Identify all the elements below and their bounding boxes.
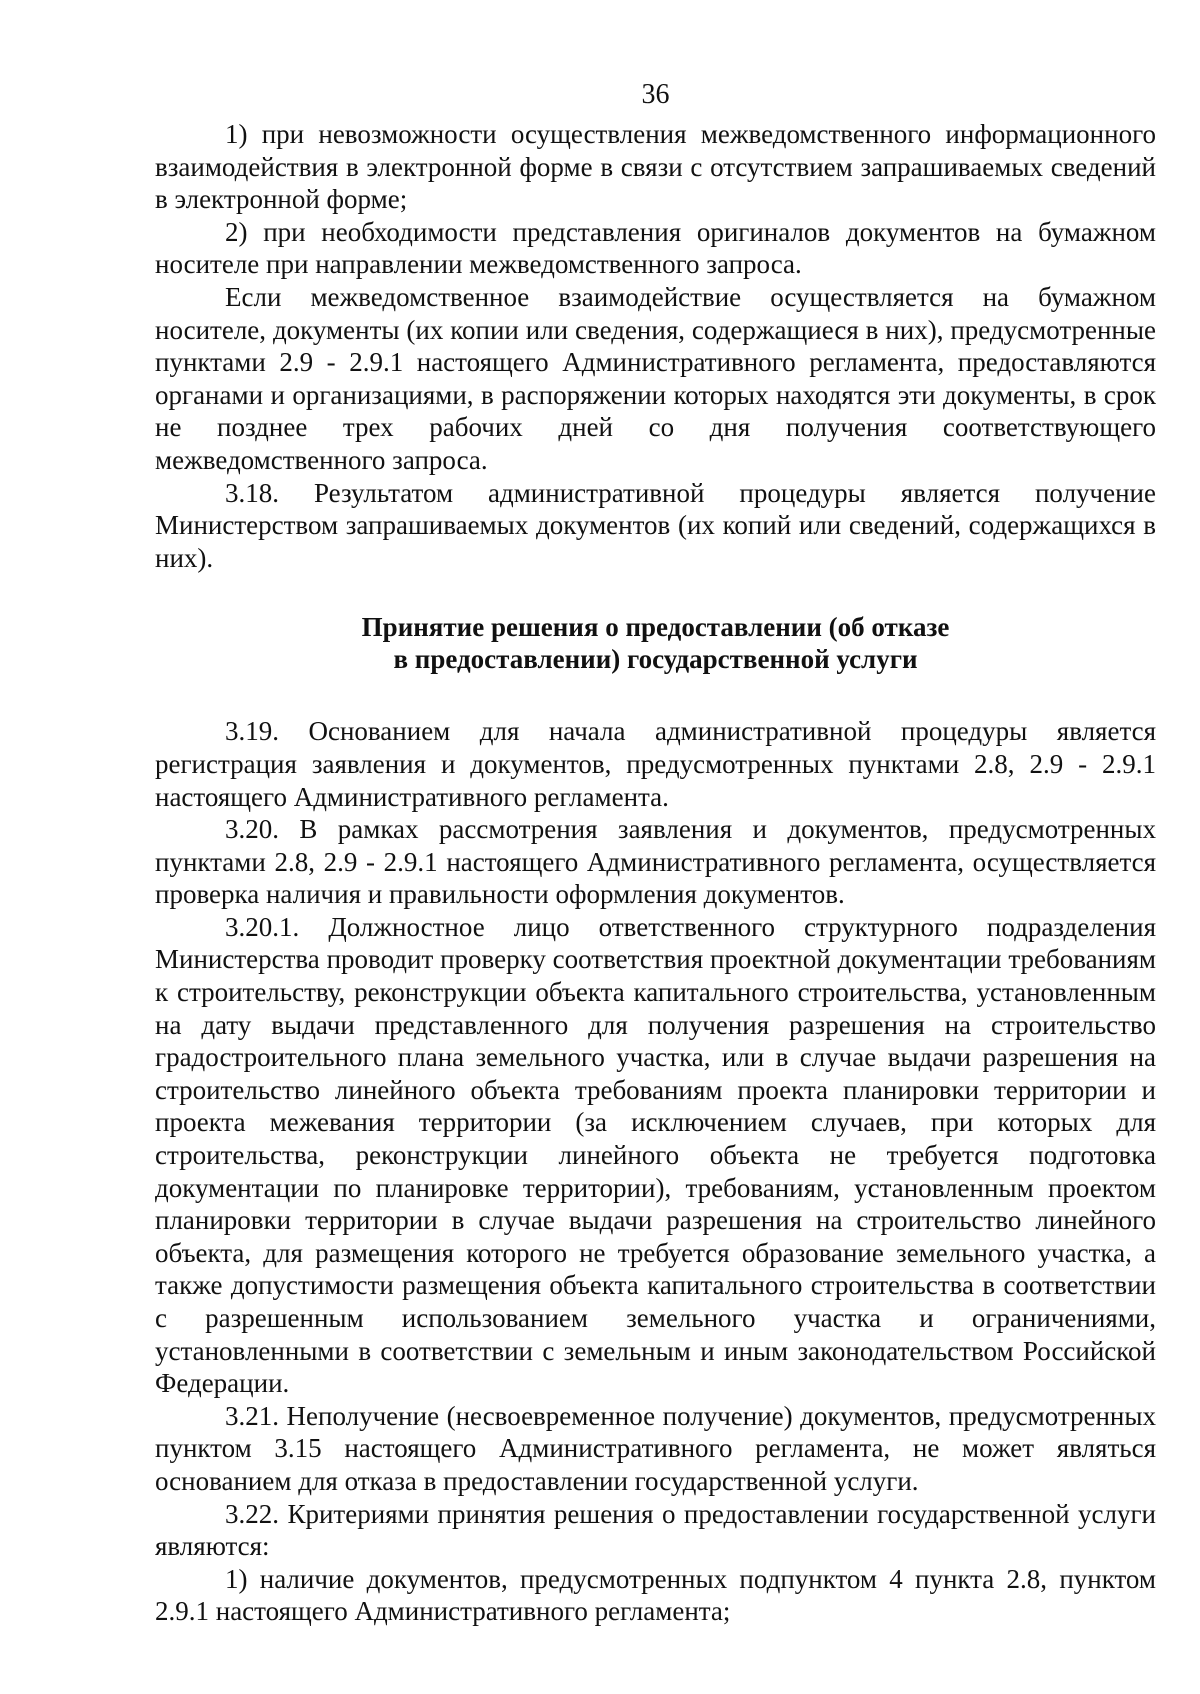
paragraph-3-19: 3.19. Основанием для начала административной процедуры является регистрация заявления и документов, предусмотренных пунктами 2.8, 2.9 - 2.9.1 настоящего Административного регламента. [155, 716, 1156, 812]
section-heading-line-1: Принятие решения о предоставлении (об отказе [361, 612, 950, 643]
paragraph-criteria-1: 1) наличие документов, предусмотренных подпунктом 4 пункта 2.8, пунктом 2.9.1 настоящего Административного регламента; [155, 1563, 1156, 1627]
paragraph-3-20-1: 3.20.1. Должностное лицо ответственного структурного подразделения Министерства проводит проверку соответствия проектной документации требованиям к строительству, реконструкции объекта капитального строительства, установленным на дату выдачи представленного для получения разрешения на строительство градостроительного плана земельного участка, или в случае выдачи разрешения на строительство линейного объекта требованиям проекта планировки территории и проекта межевания территории (за исключением случаев, при которых для строительства, реконструкции линейного объекта не требуется подготовка документации по планировке территории), требованиям, установленным проектом планировки территории в случае выдачи разрешения на строительство линейного объекта, для размещения которого не требуется образование земельного участка, а также допустимости размещения объекта капитального строительства в соответствии с разрешенным использованием земельного участка и ограничениями, установленными в соответствии с земельным и иным законодательством Российской Федерации. [155, 911, 1156, 1399]
paragraph-item-1: 1) при невозможности осуществления межведомственного информационного взаимодействия в электронной форме в связи с отсутствием запрашиваемых сведений в электронной форме; [155, 119, 1156, 215]
section-heading-line-2: в предоставлении) государственной услуги [393, 644, 918, 675]
paragraph-item-2: 2) при необходимости представления оригиналов документов на бумажном носителе при направлении межведомственного запроса. [155, 216, 1156, 280]
paragraph-3-20: 3.20. В рамках рассмотрения заявления и документов, предусмотренных пунктами 2.8, 2.9 - 2.9.1 настоящего Административного регламента, осуществляется проверка наличия и правильности оформления документов. [155, 814, 1156, 910]
section-heading [155, 611, 1156, 675]
document-page [155, 78, 1156, 1628]
paragraph-3-22: 3.22. Критериями принятия решения о предоставлении государственной услуги являются: [155, 1498, 1156, 1562]
page-number: 36 [641, 79, 670, 110]
paragraph-3-21: 3.21. Неполучение (несвоевременное получение) документов, предусмотренных пунктом 3.15 настоящего Административного регламента, не может являться основанием для отказа в предоставлении государственной услуги. [155, 1400, 1156, 1496]
paragraph-interagency-paper: Если межведомственное взаимодействие осуществляется на бумажном носителе, документы (их копии или сведения, содержащиеся в них), предусмотренные пунктами 2.9 - 2.9.1 настоящего Административного регламента, предоставляются органами и организациями, в распоряжении которых находятся эти документы, в срок не позднее трех рабочих дней со дня получения соответствующего межведомственного запроса. [155, 281, 1156, 475]
paragraph-3-18: 3.18. Результатом административной процедуры является получение Министерством запрашиваемых документов (их копий или сведений, содержащихся в них). [155, 477, 1156, 573]
